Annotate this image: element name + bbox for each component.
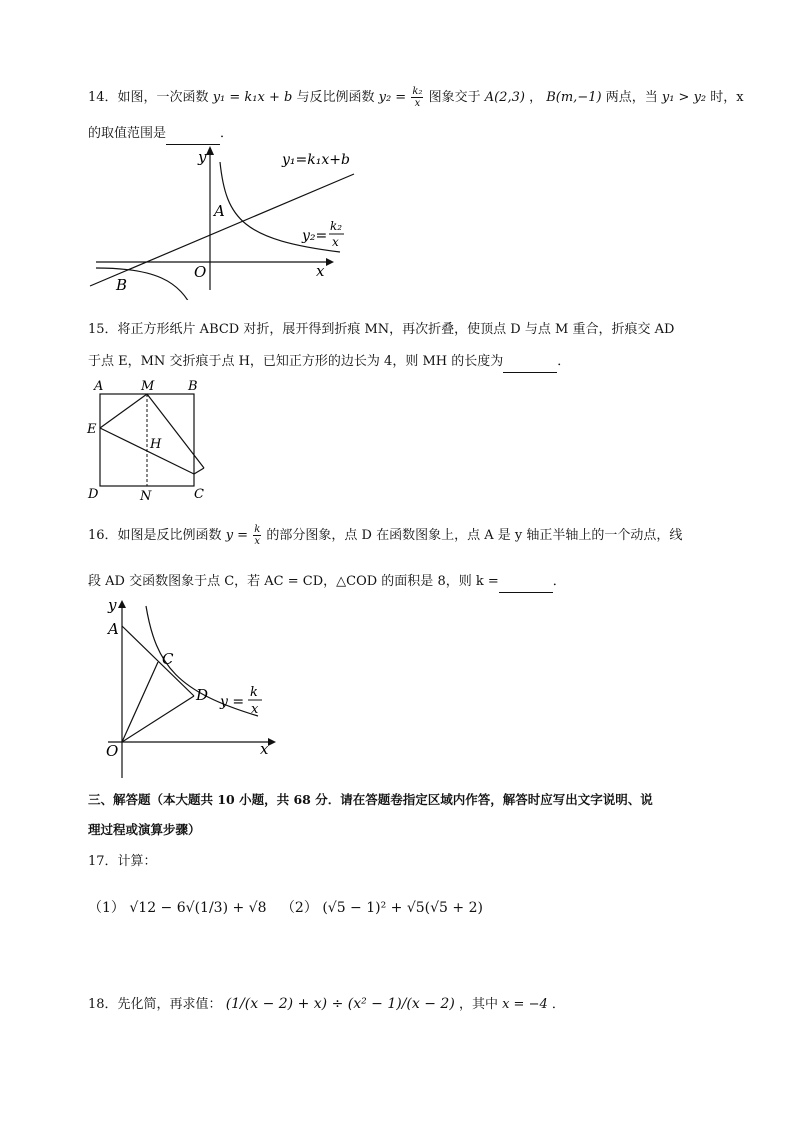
q14-figure bbox=[84, 140, 374, 300]
q17-part1-expression: √12 − 6√(1/3) + √8 bbox=[129, 900, 267, 916]
q14-text-1: 14．如图，一次函数 bbox=[88, 90, 209, 105]
q14-axis-y-label: y bbox=[198, 148, 207, 166]
q14-line-label: y₁=k₁x+b bbox=[282, 152, 350, 168]
q14-curve-label-den: x bbox=[332, 235, 339, 249]
q17-part2-expression: (√5 − 1)² + √5(√5 + 2) bbox=[322, 900, 483, 916]
q15-figure bbox=[84, 374, 224, 504]
q14-point-b: B(m,−1) bbox=[546, 90, 602, 105]
q14-text-6: 时，x bbox=[710, 90, 744, 105]
section3-line2: 理过程或演算步骤） bbox=[88, 822, 201, 837]
q15-label-a: A bbox=[94, 379, 104, 394]
q15-label-n: N bbox=[140, 489, 152, 504]
q15-line2: 于点 E，MN 交折痕于点 H，已知正方形的边长为 4，则 MH 的长度为 ． bbox=[88, 352, 570, 373]
q14-point-a-label: A bbox=[214, 202, 225, 220]
q16-origin-label: O bbox=[106, 742, 119, 760]
q14-axis-x-label: x bbox=[316, 262, 325, 280]
q16-point-c-label: C bbox=[162, 650, 174, 668]
q18-condition: x = −4 bbox=[502, 997, 548, 1012]
q15-label-e: E bbox=[87, 422, 97, 437]
q16-point-d-label: D bbox=[196, 686, 209, 704]
q16-line1: 16．如图是反比例函数 y = $\frac{k}{x}$ 的部分图象，点 D 在函数图象上，点 A 是 y 轴正半轴上的一个动点，线 bbox=[88, 524, 683, 547]
q15-label-c: C bbox=[194, 487, 204, 502]
q16-figure bbox=[88, 596, 288, 782]
q17-parts bbox=[88, 898, 483, 918]
q16-curve-lhs: y = bbox=[220, 694, 245, 710]
q14-inverse-lhs: y₂ = bbox=[378, 90, 407, 105]
q14-point-a: A(2,3) bbox=[484, 90, 525, 105]
q14-line2: 的取值范围是 ． bbox=[88, 124, 233, 145]
q15-answer-blank[interactable] bbox=[503, 352, 557, 373]
q15-label-b: B bbox=[188, 379, 198, 394]
q14-point-b-label: B bbox=[116, 276, 128, 294]
q14-origin-label: O bbox=[194, 263, 207, 281]
q14-linear-function: y₁ = k₁x + b bbox=[212, 90, 293, 105]
q15-line1: 15．将正方形纸片 ABCD 对折，展开得到折痕 MN，再次折叠，使顶点 D 与点 M 重合，折痕交 AD bbox=[88, 322, 675, 337]
q17-title: 17．计算： bbox=[88, 854, 157, 869]
q16-line2: 段 AD 交函数图象于点 C，若 AC = CD，△COD 的面积是 8，则 k = ． bbox=[88, 572, 566, 593]
q15-label-m: M bbox=[141, 379, 155, 394]
q16-answer-blank[interactable] bbox=[499, 572, 553, 593]
q17-part1-label: （1） bbox=[88, 900, 125, 916]
q17-part2-label: （2） bbox=[280, 900, 318, 916]
q14-text-5: 两点，当 bbox=[605, 90, 658, 105]
q14-inverse-fraction: $\frac{\text{k₂}}{x}$ bbox=[412, 86, 423, 109]
q18-line: 18．先化简，再求值： (1/(x − 2) + x) ÷ (x² − 1)/(x − 2) ，其中 x = −4 ． bbox=[88, 996, 565, 1012]
q18-expression: (1/(x − 2) + x) ÷ (x² − 1)/(x − 2) bbox=[225, 996, 455, 1012]
q15-label-h: H bbox=[150, 437, 162, 452]
q16-curve-num: k bbox=[250, 685, 258, 700]
q16-function-lhs: y = bbox=[225, 528, 249, 543]
q14-text-3: 图象交于 bbox=[428, 90, 481, 105]
q15-label-d: D bbox=[88, 487, 99, 502]
q16-curve-den: x bbox=[251, 702, 259, 717]
section3-line1: 三、解答题（本大题共 10 小题，共 68 分．请在答题卷指定区域内作答，解答时应写出文字说明、说 bbox=[88, 792, 653, 807]
q14-text-2: 与反比例函数 bbox=[296, 90, 375, 105]
q16-point-a-label: A bbox=[108, 620, 119, 638]
q14-curve-label-lhs: y₂= bbox=[302, 228, 328, 244]
q16-axis-x-label: x bbox=[260, 740, 269, 758]
q14-line1: 14．如图，一次函数 y₁ = k₁x + b 与反比例函数 y₂ = $\frac{\text{k₂}}{x}$ 图象交于 A(2,3) ， B(m,−1) 两点，当 y₁ > y₂ 时，x bbox=[88, 86, 744, 109]
q14-curve-label-num: k₂ bbox=[330, 219, 343, 233]
q16-function-fraction: $\frac{k}{x}$ bbox=[254, 524, 261, 547]
q16-axis-y-label: y bbox=[108, 596, 117, 614]
q14-condition: y₁ > y₂ bbox=[661, 90, 707, 105]
